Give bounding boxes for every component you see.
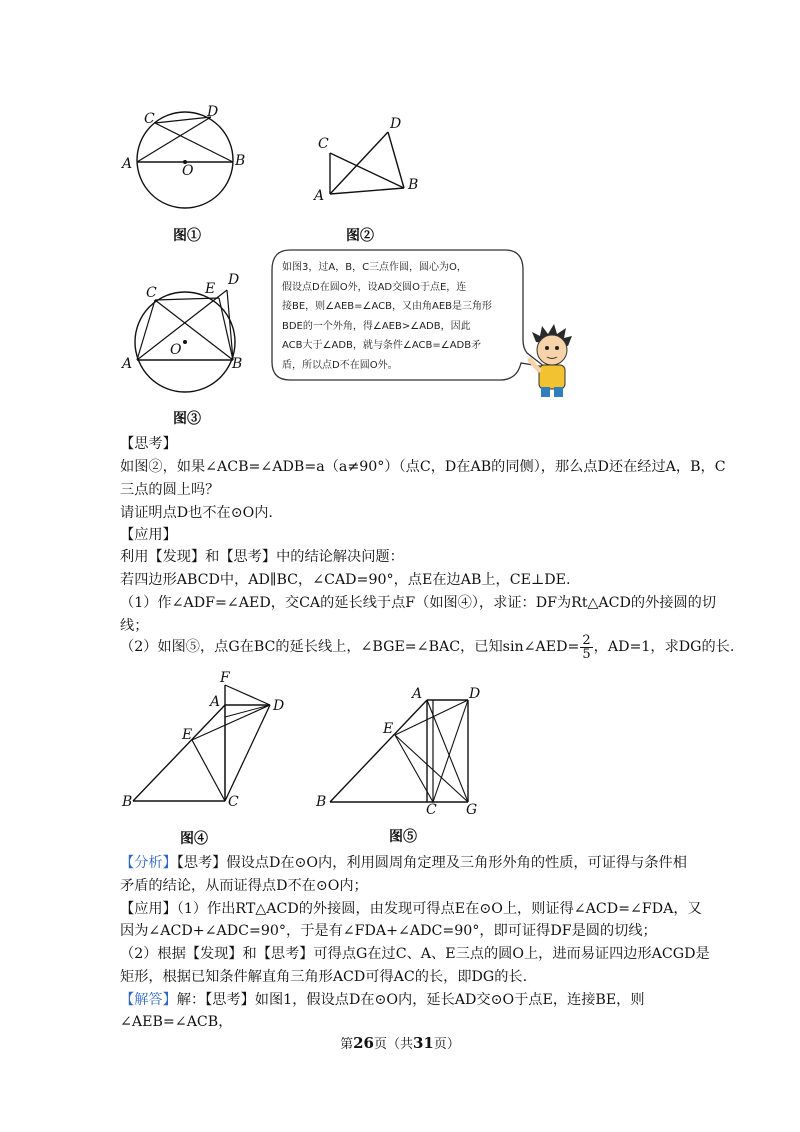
fig5-label-g: G <box>466 802 478 818</box>
fig5-label-a: A <box>412 686 423 702</box>
bubble-line: 如图3，过A，B，C三点作圆，圆心为O， <box>282 262 467 273</box>
think-line: 三点的圆上吗？ <box>120 482 220 498</box>
figure-5 <box>315 680 495 815</box>
page-footer <box>0 1033 800 1052</box>
fig3-label-b: B <box>232 356 243 372</box>
fig1-label-b: B <box>235 153 246 169</box>
apply-line: 若四边形ABCD中，AD∥BC，∠CAD=90°，点E在边AB上，CE⊥DE. <box>120 572 571 588</box>
bubble-line: 盾，所以点D不在圆O外。 <box>282 359 398 371</box>
bubble-text <box>282 258 510 375</box>
footer-post: 页） <box>433 1037 460 1052</box>
figure-3 <box>115 270 265 400</box>
fig4-label-b: B <box>122 794 133 810</box>
think-heading: 【思考】 <box>120 436 177 452</box>
apply-question-2 <box>120 632 734 662</box>
fig1-label-a: A <box>122 156 133 172</box>
fig2-caption: 图② <box>346 228 374 244</box>
analysis-line: （2）根据【发现】和【思考】可得点G在过C、A、E三点的圆O上，进而易证四边形ACGD是 <box>120 946 710 962</box>
fraction-denominator: 5 <box>582 646 591 662</box>
bubble-line: 假设点D在圆O外，设AD交圆O于点E，连 <box>282 281 467 293</box>
answer-tag: 【解答】 <box>120 992 177 1008</box>
fig2-label-d: D <box>390 116 402 132</box>
figure-4 <box>115 665 295 815</box>
analysis-line <box>120 853 687 873</box>
cartoon-boy-illustration <box>522 320 582 398</box>
fig3-caption: 图③ <box>173 411 201 427</box>
page-number: 26 <box>353 1034 374 1052</box>
answer-line: ∠AEB=∠ACB， <box>120 1014 233 1030</box>
apply-line: （1）作∠ADF=∠AED，交CA的延长线于点F（如图④），求证：DF为Rt△ACD的外接圆的切 <box>120 595 717 611</box>
fig1-label-d: D <box>207 104 219 120</box>
fig4-label-f: F <box>220 670 230 686</box>
fig5-label-d: D <box>469 686 481 702</box>
fig3-label-d: D <box>228 272 240 288</box>
fig2-label-c: C <box>318 136 329 152</box>
q2-text-before: （2）如图⑤，点G在BC的延长线上，∠BGE=∠BAC，已知sin∠AED= <box>120 639 580 655</box>
fig3-label-a: A <box>122 356 133 372</box>
analysis-line: 因为∠ACD+∠ADC=90°，于是有∠FDA+∠ADC=90°，即可证得DF是圆的切线； <box>120 923 657 939</box>
fig3-label-e: E <box>205 281 216 297</box>
bubble-line: 接BE，则∠AEB=∠ACB，又由角AEB是三角形 <box>282 301 493 312</box>
fig1-caption: 图① <box>173 228 201 244</box>
analysis-text: 【思考】假设点D在⊙O内，利用圆周角定理及三角形外角的性质，可证得与条件相 <box>176 855 687 871</box>
fig4-label-e: E <box>182 727 193 743</box>
answer-text: 解：【思考】如图1，假设点D在⊙O内，延长AD交⊙O于点E，连接BE，则 <box>176 992 645 1008</box>
fig2-label-b: B <box>408 177 419 193</box>
bubble-line: ACB大于∠ADB，就与条件∠ACB=∠ADB矛 <box>282 340 482 351</box>
analysis-line: 矩形，根据已知条件解直角三角形ACD可得AC的长，即DG的长. <box>120 969 528 985</box>
fig4-label-c: C <box>228 794 239 810</box>
think-line: 如图②，如果∠ACB=∠ADB=a（a≠90°）（点C，D在AB的同侧），那么点D还在经过A，B，C <box>120 459 726 475</box>
total-pages: 31 <box>413 1034 434 1052</box>
fig4-caption: 图④ <box>180 831 208 847</box>
apply-line: 线； <box>120 618 149 634</box>
fig1-label-c: C <box>144 111 155 127</box>
fig5-label-c: C <box>426 802 437 818</box>
fig5-label-e: E <box>383 721 394 737</box>
fig3-label-c: C <box>146 285 157 301</box>
analysis-line: 【应用】（1）作出RT△ACD的外接圆，由发现可得点E在⊙O上，则证得∠ACD=∠FDA，又 <box>120 901 702 917</box>
think-line: 请证明点D也不在⊙O内. <box>120 505 273 521</box>
q2-text-after: ，AD=1，求DG的长. <box>593 639 735 655</box>
fig1-label-o: O <box>182 163 194 179</box>
bubble-line: BDE的一个外角，得∠AEB>∠ADB，因此 <box>282 320 471 332</box>
footer-pre: 第 <box>340 1037 354 1052</box>
fig4-label-d: D <box>273 698 285 714</box>
fraction <box>580 634 592 661</box>
fig3-label-o: O <box>170 342 182 358</box>
analysis-line: 矛盾的结论，从而证得点D不在⊙O内； <box>120 878 368 894</box>
footer-mid: 页（共 <box>373 1037 413 1052</box>
analysis-tag: 【分析】 <box>120 855 177 871</box>
fig2-label-a: A <box>314 188 325 204</box>
apply-line: 利用【发现】和【思考】中的结论解决问题： <box>120 549 404 565</box>
fraction-numerator: 2 <box>582 632 591 648</box>
fig5-label-b: B <box>316 794 327 810</box>
answer-line <box>120 990 645 1010</box>
apply-heading: 【应用】 <box>120 527 177 543</box>
fig5-caption: 图⑤ <box>389 829 417 845</box>
fig4-label-a: A <box>210 694 221 710</box>
